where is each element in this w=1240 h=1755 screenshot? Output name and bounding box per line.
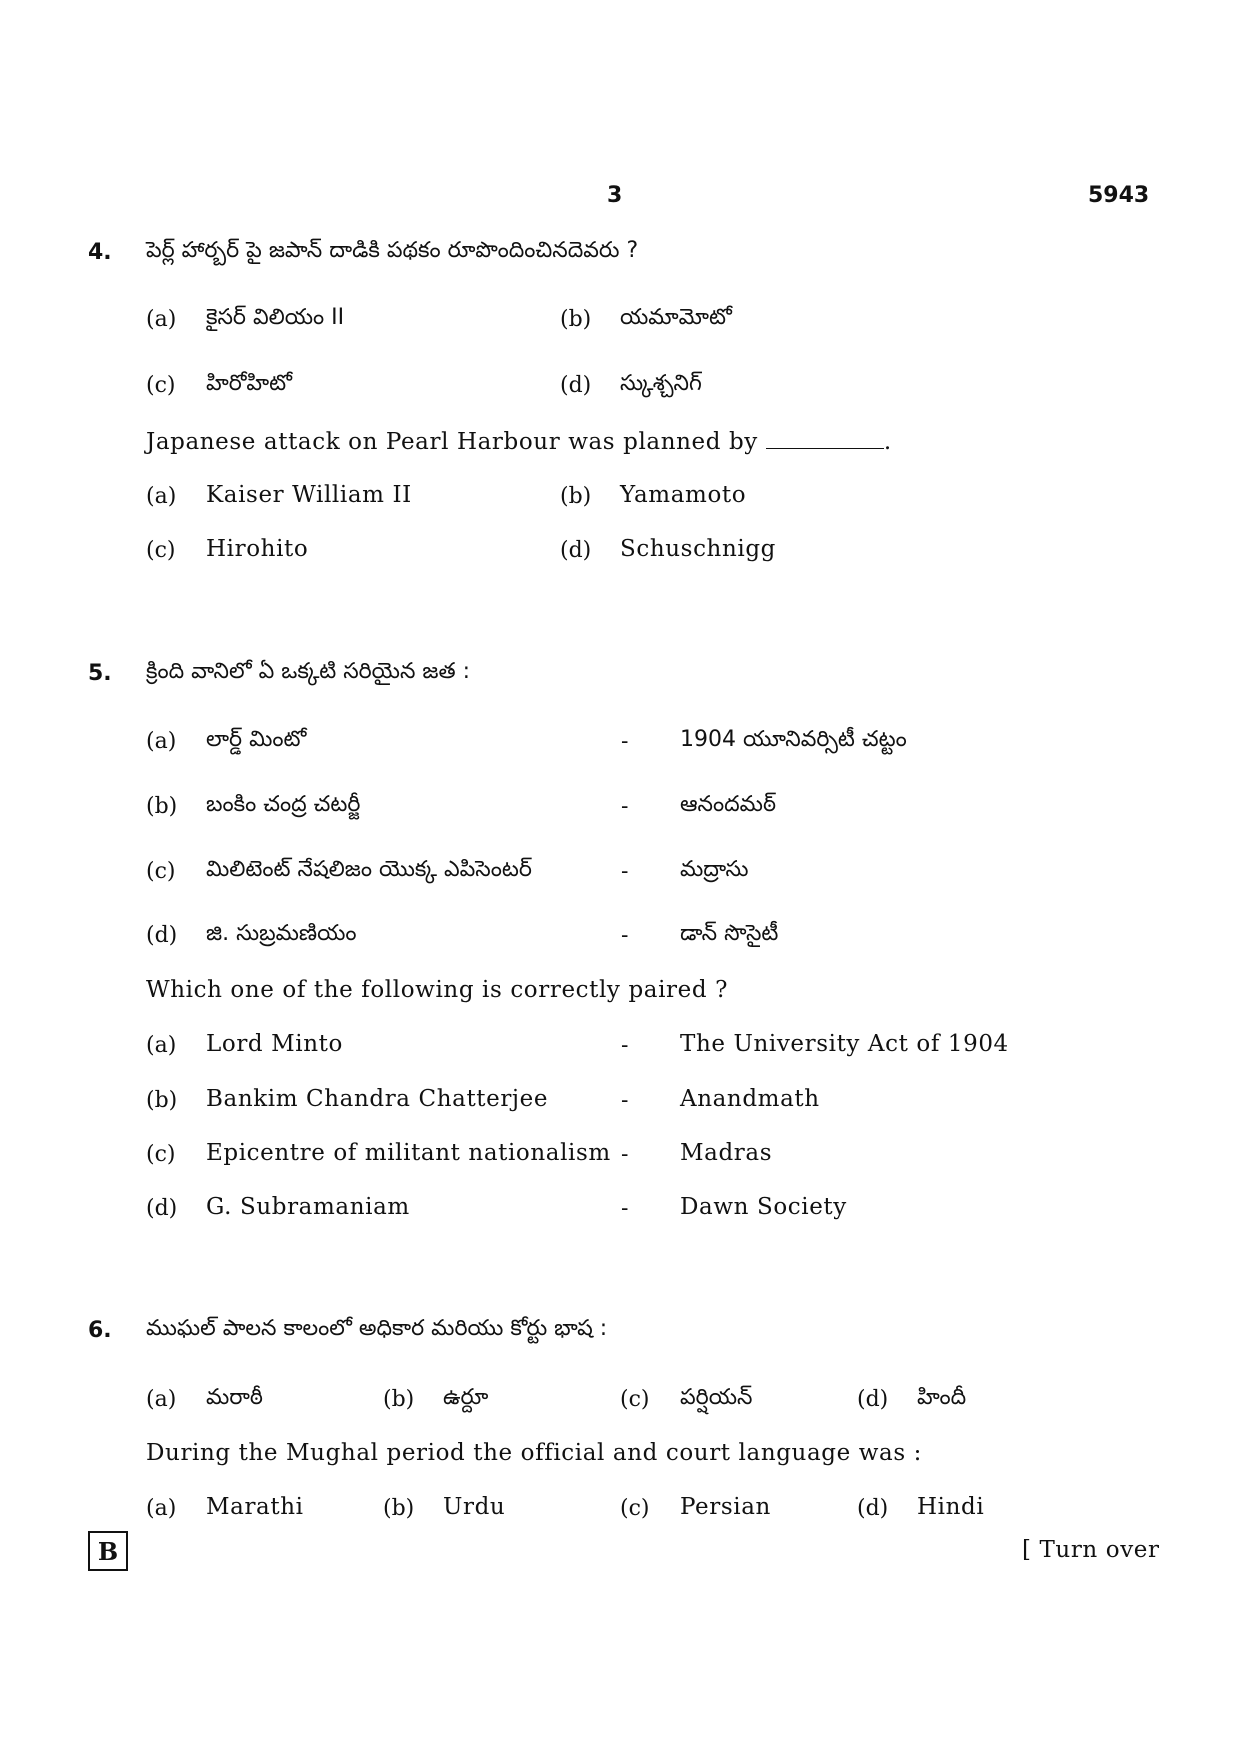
page-number: 3 — [607, 183, 623, 208]
paper-code: 5943 — [1088, 183, 1150, 208]
pair-right-english: Anandmath — [680, 1086, 820, 1112]
pair-left-telugu: లార్డ్ మింటో — [206, 727, 307, 752]
option-d-telugu: హిందీ — [917, 1385, 967, 1410]
pair-label: (a) — [146, 729, 177, 754]
option-label: (b) — [560, 484, 592, 509]
pair-label: (c) — [146, 1142, 176, 1167]
pair-right-english: Dawn Society — [680, 1194, 847, 1220]
question-number: 4. — [88, 240, 112, 265]
question-stem-end: . — [883, 429, 892, 455]
option-a-telugu: మరాఠీ — [206, 1385, 263, 1410]
option-d-telugu: స్కుశ్చనిగ్ — [620, 371, 702, 396]
option-label: (a) — [146, 1387, 177, 1412]
pair-right-telugu: ఆనందమఠ్ — [680, 792, 777, 817]
option-a-telugu: కైసర్ విలియం II — [206, 305, 345, 330]
option-label: (b) — [560, 307, 592, 332]
option-label: (a) — [146, 307, 177, 332]
pair-dash: - — [621, 1142, 629, 1167]
pair-dash: - — [621, 859, 629, 884]
option-a-english: Marathi — [206, 1494, 304, 1520]
option-label: (b) — [383, 1387, 415, 1412]
pair-dash: - — [621, 1088, 629, 1113]
pair-left-english: Lord Minto — [206, 1031, 343, 1057]
pair-label: (d) — [146, 1196, 178, 1221]
pair-label: (d) — [146, 923, 178, 948]
option-label: (b) — [383, 1496, 415, 1521]
option-d-english: Hindi — [917, 1494, 985, 1520]
pair-left-telugu: జి. సుబ్రమణియం — [206, 921, 357, 946]
option-c-telugu: పర్షియన్ — [680, 1385, 753, 1410]
pair-left-telugu: మిలిటెంట్ నేషలిజం యొక్క ఎపిసెంటర్ — [206, 857, 532, 882]
question-stem-english: During the Mughal period the official and court language was : — [146, 1440, 922, 1466]
pair-left-english: Epicentre of militant nationalism — [206, 1140, 611, 1166]
option-b-telugu: యమామోటో — [620, 305, 732, 330]
option-label: (c) — [146, 373, 176, 398]
turn-over-note: [ Turn over — [1022, 1537, 1160, 1563]
pair-right-telugu: 1904 యూనివర్సిటీ చట్టం — [680, 727, 907, 752]
option-c-english: Hirohito — [206, 536, 309, 562]
question-stem-telugu: పెర్ల్ హార్బర్ పై జపాన్ దాడికి పథకం రూపొందించినదెవరు ? — [146, 238, 639, 263]
pair-dash: - — [621, 1196, 629, 1221]
option-label: (d) — [857, 1387, 889, 1412]
option-c-english: Persian — [680, 1494, 771, 1520]
option-label: (d) — [560, 538, 592, 563]
pair-dash: - — [621, 729, 629, 754]
option-label: (c) — [620, 1387, 650, 1412]
booklet-series-badge: B — [88, 1531, 128, 1571]
option-label: (c) — [146, 538, 176, 563]
option-d-english: Schuschnigg — [620, 536, 776, 562]
option-b-english: Yamamoto — [620, 482, 747, 508]
pair-label: (a) — [146, 1033, 177, 1058]
pair-dash: - — [621, 1033, 629, 1058]
question-number: 6. — [88, 1318, 112, 1343]
pair-left-english: G. Subramaniam — [206, 1194, 410, 1220]
option-label: (c) — [620, 1496, 650, 1521]
pair-dash: - — [621, 794, 629, 819]
pair-dash: - — [621, 923, 629, 948]
pair-right-english: Madras — [680, 1140, 773, 1166]
question-number: 5. — [88, 661, 112, 686]
option-label: (d) — [857, 1496, 889, 1521]
pair-left-telugu: బంకిం చంద్ర చటర్జీ — [206, 792, 361, 817]
option-a-english: Kaiser William II — [206, 482, 412, 508]
pair-right-english: The University Act of 1904 — [680, 1031, 1009, 1057]
question-stem-english — [146, 429, 892, 455]
option-c-telugu: హిరోహిటో — [206, 371, 292, 396]
option-label: (a) — [146, 1496, 177, 1521]
option-b-telugu: ఉర్దూ — [443, 1385, 489, 1410]
pair-label: (b) — [146, 1088, 178, 1113]
pair-right-telugu: మద్రాసు — [680, 857, 749, 882]
question-stem-text: Japanese attack on Pearl Harbour was planned by — [146, 429, 758, 455]
option-b-english: Urdu — [443, 1494, 506, 1520]
option-label: (a) — [146, 484, 177, 509]
answer-blank — [766, 430, 884, 449]
question-stem-english: Which one of the following is correctly paired ? — [146, 977, 729, 1003]
question-stem-telugu: క్రింది వానిలో ఏ ఒక్కటి సరియైన జత : — [146, 659, 471, 684]
pair-left-english: Bankim Chandra Chatterjee — [206, 1086, 549, 1112]
question-stem-telugu: ముఘల్ పాలన కాలంలో అధికార మరియు కోర్టు భాష : — [146, 1316, 608, 1341]
pair-right-telugu: డాన్ సొసైటీ — [680, 921, 779, 946]
pair-label: (c) — [146, 859, 176, 884]
option-label: (d) — [560, 373, 592, 398]
pair-label: (b) — [146, 794, 178, 819]
